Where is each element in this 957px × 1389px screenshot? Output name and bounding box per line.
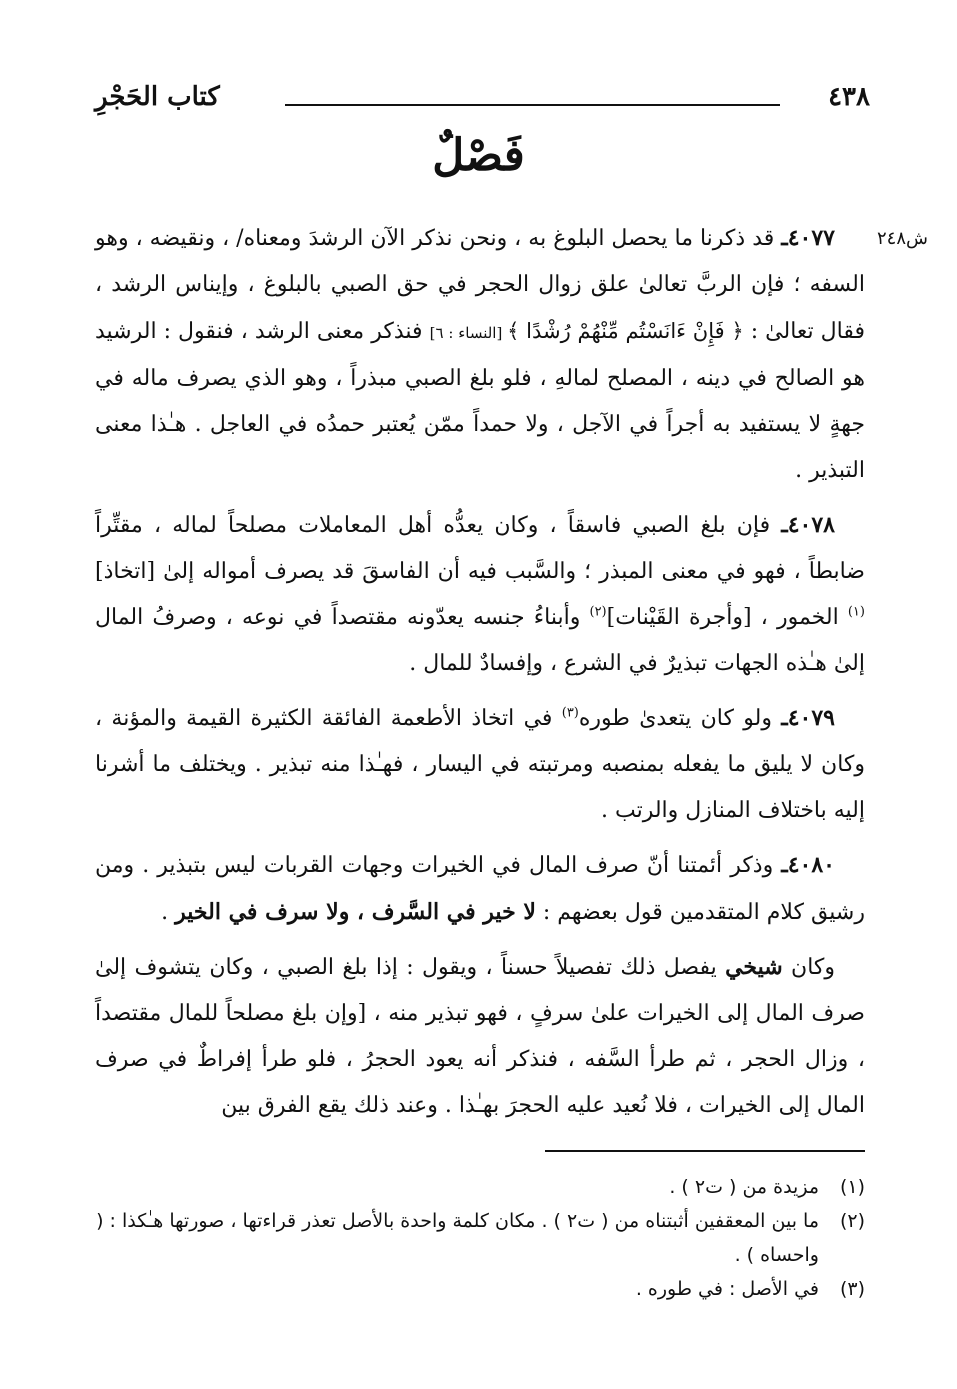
footnote-number: (٢) — [839, 1210, 865, 1232]
paragraph-text: قد ذكرنا ما يحصل البلوغ به ، ونحن نذكر الآن الرشدَ ومعناه/ ، ونقيضه ، وهو السفه ؛ فإن الربَّ تعالىٰ علق زوال الحجر في حق الصبي بالبلوغ ، وإيناس الرشد ، فقال تعالىٰ : — [95, 226, 866, 344]
paragraph-text: فنذكر معنى الرشد ، فنقول : الرشيد هو الصالح في دينه ، المصلح لمالهِ ، فلو بلغ الصبي مبذراً ، وهو الذي يصرف ماله في جهةٍ لا يستفيد به أجراً في الآجل ، ولا حمداً ممّن يُعتبر حمدُه في العاجل . هـٰذا معنى التبذير . — [95, 319, 865, 483]
paragraph-4080 — [95, 842, 865, 936]
section-heading: فَصْلٌ — [432, 130, 525, 181]
footnote-number: (٣) — [839, 1278, 865, 1300]
paragraph-text: وذكر أئمتنا أنّ صرف المال في الخيرات وجهات القربات ليس بتبذير . ومن رشيق كلام المتقدمين قول بعضهم : — [95, 853, 865, 925]
header-rule — [285, 104, 780, 106]
paragraph-shaykh — [95, 944, 865, 1129]
page-number: ٤٣٨ — [828, 82, 870, 112]
footnote-number: (١) — [839, 1176, 865, 1198]
footnote-ref: (١) — [847, 604, 865, 620]
paragraph-4079 — [95, 695, 865, 834]
bold-quote: لا خير في السَّرف ، ولا سرف في الخير — [175, 899, 536, 925]
paragraph-text: فإن بلغ الصبي فاسقاً ، وكان يعدُّه أهل المعاملات مصلحاً لماله ، مقتِّراً ضابطاً ، فهو في معنى المبذر ؛ والسَّبب فيه أن الفاسقَ قد يصرف أمواله إلىٰ [اتخاذ] — [95, 513, 865, 584]
footnote — [95, 1170, 865, 1204]
quran-verse: ﴿ فَإِنْ ءَانَسْتُم مِّنْهُمْ رُشْدًا ﴾ — [507, 319, 744, 343]
paragraph-text: وكان — [782, 955, 835, 980]
paragraph-4078 — [95, 502, 865, 687]
footnotes — [95, 1170, 865, 1306]
paragraph-number: ٤٠٨٠ـ — [781, 852, 835, 878]
paragraph-text: ولو كان يتعدىٰ طوره — [578, 706, 772, 731]
paragraph-number: ٤٠٧٨ـ — [781, 512, 835, 538]
running-header — [95, 82, 870, 122]
margin-folio-note: ش٢٤٨ — [877, 228, 928, 249]
paragraph-text: في اتخاذ الأطعمة الفائقة الكثيرة القيمة والمؤنة ، وكان لا يليق ما يفعله بمنصبه ومرتبته في اليسار ، فهـٰذا منه تبذير . ويختلف ما أشرنا إليه باختلاف المنازل والرتب . — [95, 706, 865, 823]
paragraph-4077 — [95, 215, 865, 494]
paragraph-text: الخمور ، [وأجرة القَيْنات] — [606, 605, 848, 630]
main-text — [95, 215, 865, 1137]
paragraph-number: ٤٠٧٩ـ — [781, 705, 835, 731]
paragraph-text: . — [161, 900, 176, 925]
footnote-text: ما بين المعقفين أثبتناه من ( ت٢ ) . مكان كلمة واحدة بالأصل تعذر قراءتها ، صورتها هـٰكذا : ( واحساه ) . — [96, 1210, 819, 1266]
footnote-ref: (٢) — [589, 604, 607, 620]
bold-word: شيخي — [725, 954, 783, 980]
footnote-rule — [545, 1150, 865, 1152]
footnote-text: في الأصل : في طوره . — [635, 1278, 819, 1300]
footnote — [95, 1204, 865, 1272]
footnote — [95, 1272, 865, 1306]
book-title: كتاب الحَجْرِ — [95, 82, 220, 112]
paragraph-text: يفصل ذلك تفصيلاً حسناً ، ويقول : إذا بلغ الصبي ، وكان يتشوف إلىٰ صرف المال إلى الخيرات علىٰ سرفٍ ، فهو تبذير منه ، [وإن بلغ مصلحاً للمال مقتصداً ، وزال الحجر ، ثم طرأ السَّفه ، فنذكر أنه يعود الحجرُ ، فلو طرأ إفراطٌ في صرف المال إلى الخيرات ، فلا نُعيد عليه الحجرَ بهـٰذا . وعند ذلك يقع الفرق بين — [95, 955, 865, 1118]
footnote-ref: (٣) — [561, 705, 579, 721]
footnote-text: مزيدة من ( ت٢ ) . — [669, 1176, 819, 1198]
verse-reference: [النساء : ٦] — [429, 324, 508, 342]
paragraph-text: وأبناءُ جنسه يعدّونه مقتصداً في نوعه ، وصرفُ المال إلىٰ هـٰذه الجهات تبذيرٌ في الشرع ، وإفسادٌ للمال . — [95, 605, 865, 676]
paragraph-number: ٤٠٧٧ـ — [781, 225, 835, 251]
